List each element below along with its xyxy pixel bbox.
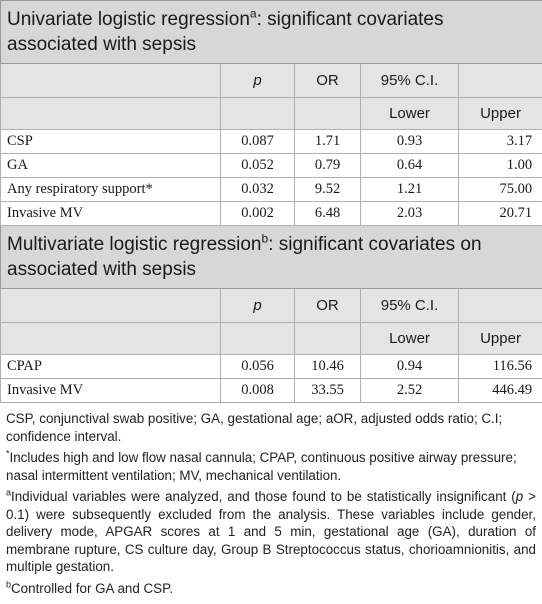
row-or: 10.46 xyxy=(295,355,361,379)
row-label: CPAP xyxy=(1,355,221,379)
row-label: CSP xyxy=(1,130,221,154)
univariate-subheader-row xyxy=(1,98,542,130)
subheader-blank xyxy=(1,98,221,130)
subheader-blank-or xyxy=(295,98,361,130)
header-p: p xyxy=(221,64,295,98)
row-label: Invasive MV xyxy=(1,379,221,403)
row-p: 0.087 xyxy=(221,130,295,154)
header-lower: Lower xyxy=(361,323,459,355)
row-or: 9.52 xyxy=(295,178,361,202)
footnote-star-mark: * xyxy=(6,448,10,459)
footnote-a-text-2: > 0.1) were subsequently excluded from the analysis. These variables include gender, delivery mode, APGAR scores at 1 and 5 min, gestational age (GA), duration of membrane rupture, CS culture day, Group B Streptococcus status, chorioamnionitis, and multiple gestation. xyxy=(6,489,536,574)
row-or: 33.55 xyxy=(295,379,361,403)
multivariate-section-title xyxy=(1,226,542,289)
table-row xyxy=(1,154,542,178)
row-lower: 2.03 xyxy=(361,202,459,226)
table-row xyxy=(1,355,542,379)
footnote-abbreviations: CSP, conjunctival swab positive; GA, gestational age; aOR, adjusted odds ratio; C.I; confidence interval. xyxy=(6,411,503,444)
header-blank xyxy=(1,64,221,98)
table-row xyxy=(1,379,542,403)
multivariate-title-footnote-mark: b xyxy=(261,231,269,246)
row-or: 0.79 xyxy=(295,154,361,178)
table-row xyxy=(1,202,542,226)
header-ci: 95% C.I. xyxy=(361,64,459,98)
header-blank xyxy=(1,289,221,323)
header-p: p xyxy=(221,289,295,323)
header-or: OR xyxy=(295,64,361,98)
row-label: Any respiratory support* xyxy=(1,178,221,202)
multivariate-subheader-row xyxy=(1,323,542,355)
footnote-b-mark: b xyxy=(6,579,12,590)
multivariate-title-main: Multivariate logistic regression xyxy=(7,234,262,255)
header-upper: Upper xyxy=(459,98,542,130)
row-upper: 116.56 xyxy=(459,355,542,379)
row-or: 1.71 xyxy=(295,130,361,154)
multivariate-title-rest: : significant covariates on associated with sepsis xyxy=(7,234,482,280)
subheader-blank xyxy=(1,323,221,355)
univariate-header-row xyxy=(1,64,542,98)
row-lower: 2.52 xyxy=(361,379,459,403)
table-row xyxy=(1,178,542,202)
footnote-a-mark: a xyxy=(6,487,12,498)
univariate-title-rest: : significant covariates associated with sepsis xyxy=(7,9,444,55)
row-p: 0.002 xyxy=(221,202,295,226)
header-lower: Lower xyxy=(361,98,459,130)
footnote-a-text-1: Individual variables were analyzed, and those found to be statistically insignificant ( xyxy=(11,489,516,504)
row-upper: 3.17 xyxy=(459,130,542,154)
footnotes xyxy=(0,403,542,597)
row-upper: 20.71 xyxy=(459,202,542,226)
row-upper: 446.49 xyxy=(459,379,542,403)
row-or: 6.48 xyxy=(295,202,361,226)
footnote-b-text: Controlled for GA and CSP. xyxy=(11,580,174,596)
header-upper: Upper xyxy=(459,323,542,355)
row-p: 0.008 xyxy=(221,379,295,403)
table-row xyxy=(1,130,542,154)
row-label: GA xyxy=(1,154,221,178)
subheader-blank-p xyxy=(221,323,295,355)
footnote-star-text: Includes high and low flow nasal cannula; CPAP, continuous positive airway pressure; nasal intermittent ventilation; MV, mechanical ventilation. xyxy=(6,450,517,483)
row-lower: 1.21 xyxy=(361,178,459,202)
header-or: OR xyxy=(295,289,361,323)
header-ci: 95% C.I. xyxy=(361,289,459,323)
row-p: 0.056 xyxy=(221,355,295,379)
subheader-blank-p xyxy=(221,98,295,130)
footnote-star xyxy=(6,449,536,484)
row-lower: 0.64 xyxy=(361,154,459,178)
univariate-title-footnote-mark: a xyxy=(249,6,257,21)
footnote-b xyxy=(6,580,536,598)
row-upper: 75.00 xyxy=(459,178,542,202)
multivariate-header-row xyxy=(1,289,542,323)
header-blank-2 xyxy=(459,289,542,323)
footnote-a-p: p xyxy=(515,489,524,504)
row-lower: 0.93 xyxy=(361,130,459,154)
subheader-blank-or xyxy=(295,323,361,355)
univariate-title-main: Univariate logistic regression xyxy=(7,9,250,30)
row-upper: 1.00 xyxy=(459,154,542,178)
row-p: 0.052 xyxy=(221,154,295,178)
univariate-section-title xyxy=(1,1,542,64)
row-lower: 0.94 xyxy=(361,355,459,379)
footnote-a xyxy=(6,488,536,576)
row-label: Invasive MV xyxy=(1,202,221,226)
header-blank-2 xyxy=(459,64,542,98)
row-p: 0.032 xyxy=(221,178,295,202)
